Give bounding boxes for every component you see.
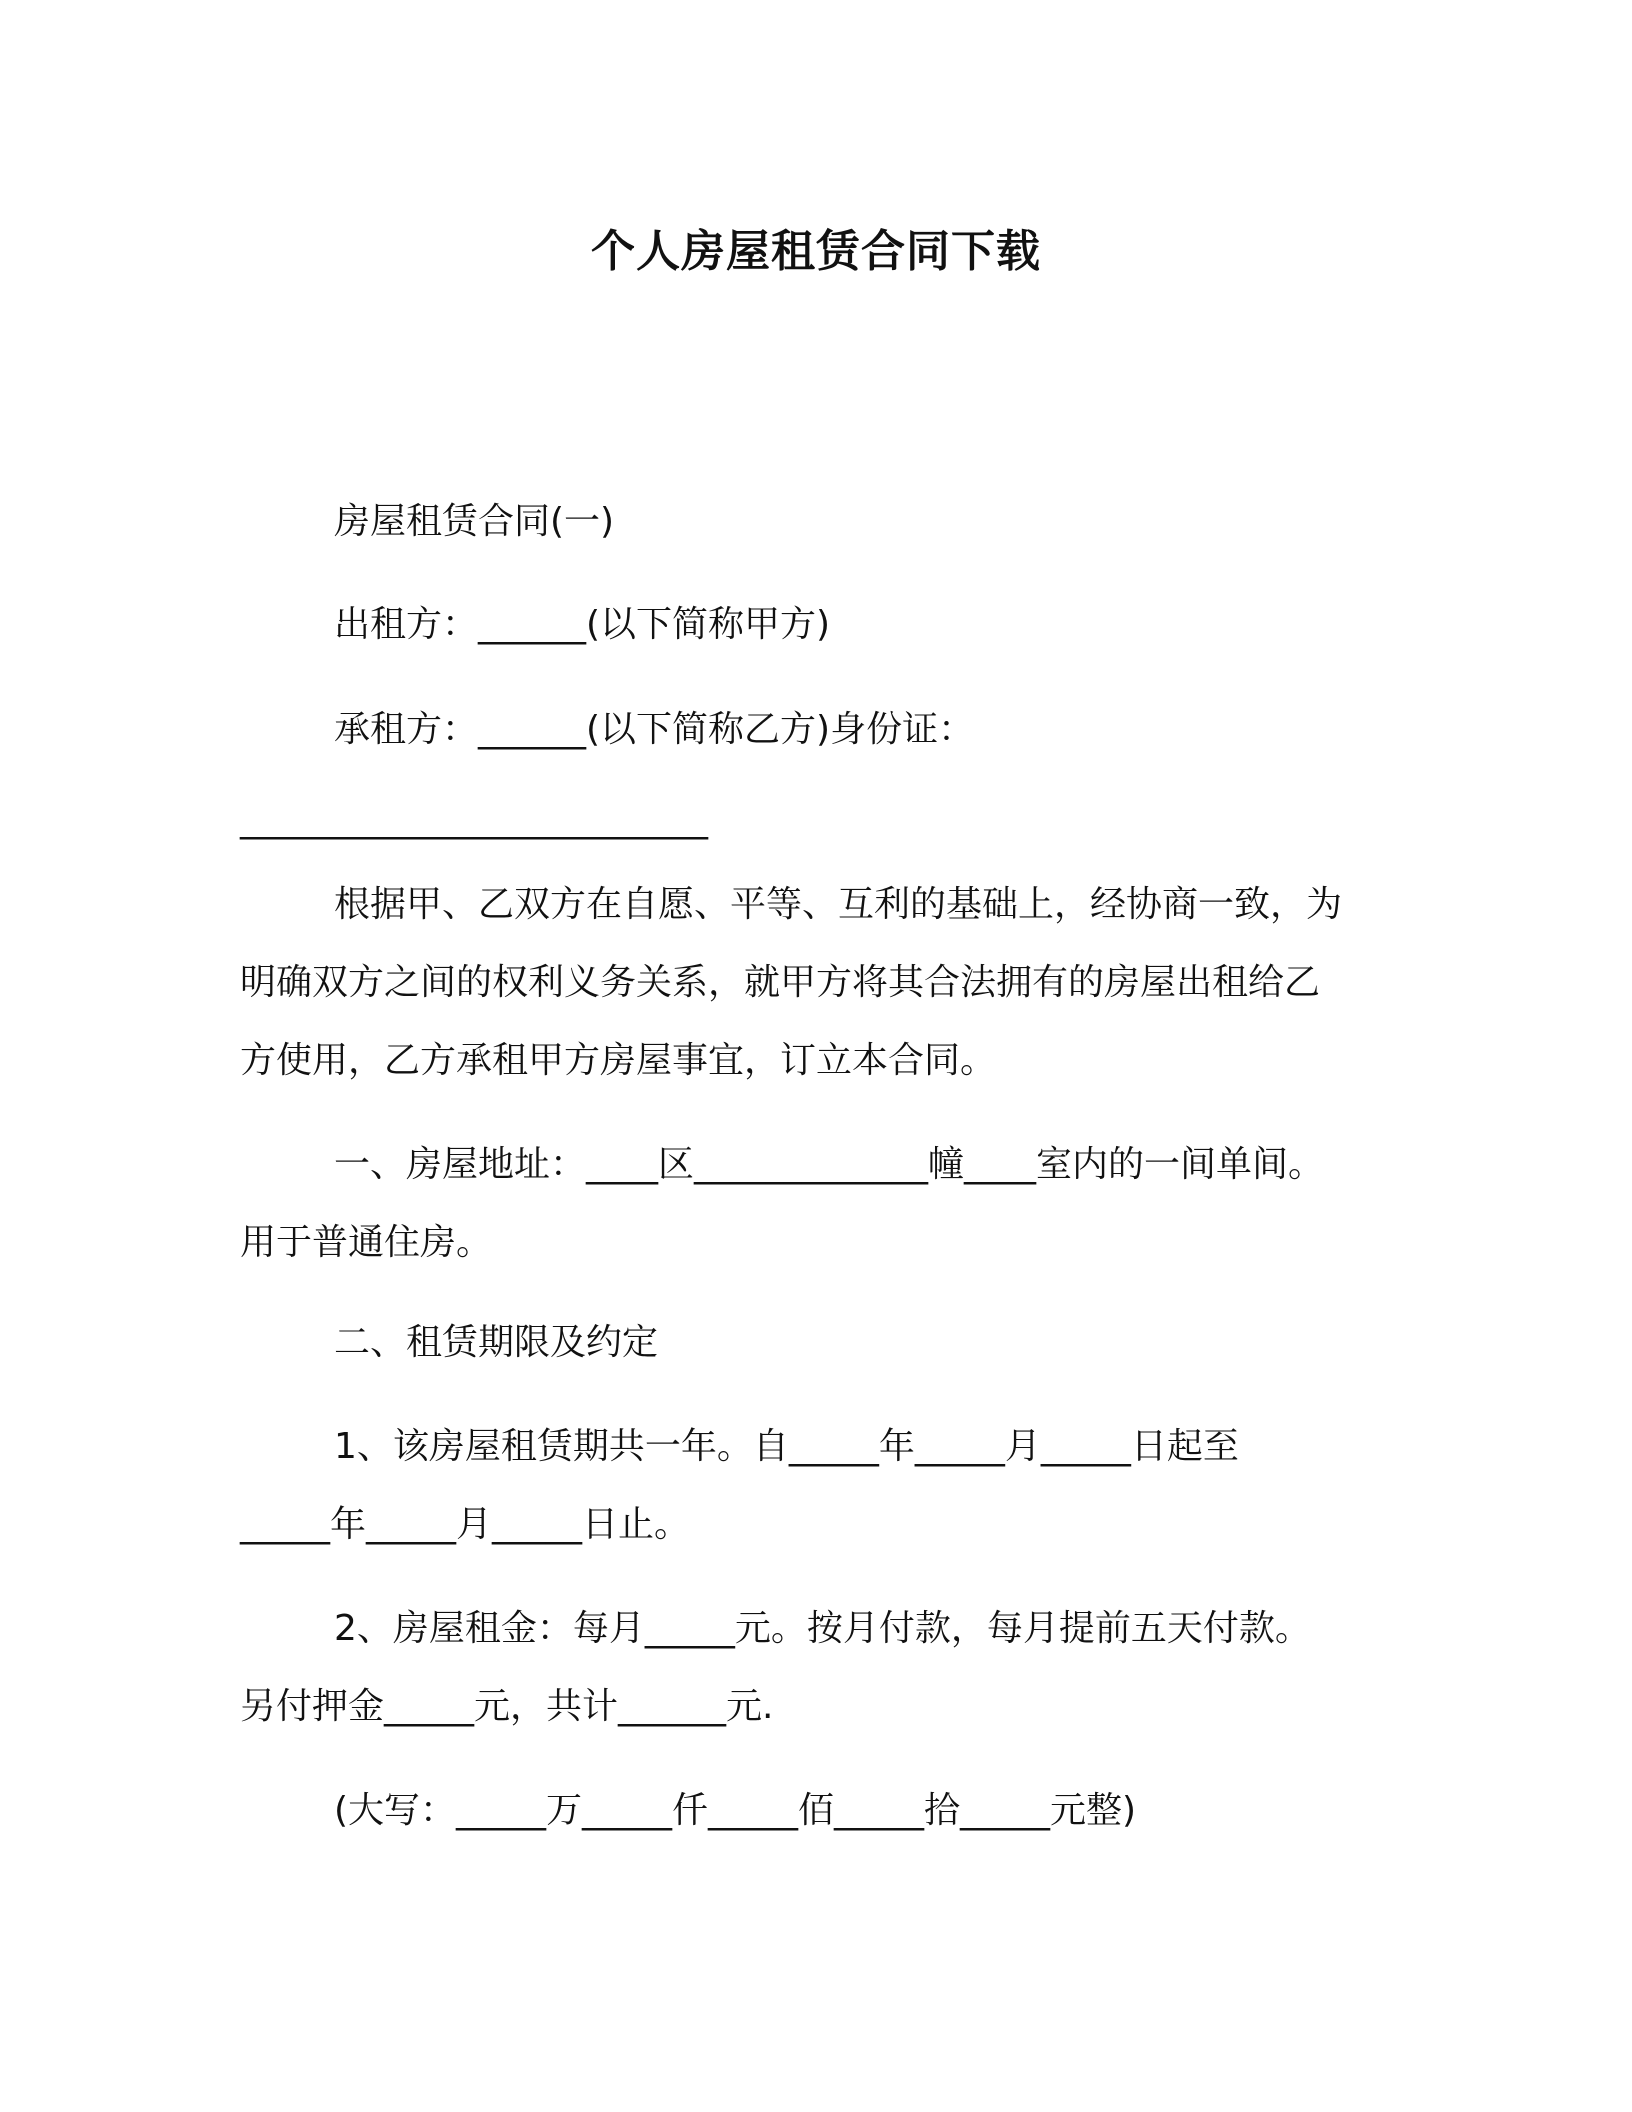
lessee-blank: ______ [478, 709, 587, 750]
lessor-suffix: (以下简称甲方) [586, 604, 831, 645]
lessor-blank: ______ [478, 604, 587, 645]
section2-item2-line-1: 2、房屋租金：每月_____元。按月付款，每月提前五天付款。 [334, 1608, 1311, 1649]
section2-item2-line-2: 另付押金_____元，共计______元. [240, 1686, 774, 1727]
lessee-line [334, 705, 974, 755]
lessor-label: 出租方： [334, 604, 479, 645]
lessor-line [334, 600, 830, 650]
preamble-line-3: 方使用，乙方承租甲方房屋事宜，订立本合同。 [240, 1040, 997, 1081]
document-title: 个人房屋租赁合同下载 [591, 226, 1041, 277]
capital-amount-line: (大写：_____万_____仟_____佰_____拾_____元整) [334, 1790, 1137, 1831]
section2-item1-line-1: 1、该房屋租赁期共一年。自_____年_____月_____日起至 [334, 1426, 1239, 1467]
section1-line-2: 用于普通住房。 [240, 1222, 493, 1263]
section1-line-1: 一、房屋地址：____区_____________幢____室内的一间单间。 [334, 1144, 1325, 1185]
preamble-line-1: 根据甲、乙双方在自愿、平等、互利的基础上，经协商一致，为 [334, 884, 1343, 925]
preamble-line-2: 明确双方之间的权利义务关系，就甲方将其合法拥有的房屋出租给乙 [240, 962, 1321, 1003]
contract-heading: 房屋租赁合同(一) [334, 501, 615, 542]
section2-heading: 二、租赁期限及约定 [334, 1322, 659, 1363]
lessee-suffix: (以下简称乙方)身份证： [586, 709, 975, 750]
lessee-id-blank: __________________________ [240, 799, 708, 840]
lessee-label: 承租方： [334, 709, 479, 750]
section2-item1-line-2: _____年_____月_____日止。 [240, 1504, 691, 1545]
